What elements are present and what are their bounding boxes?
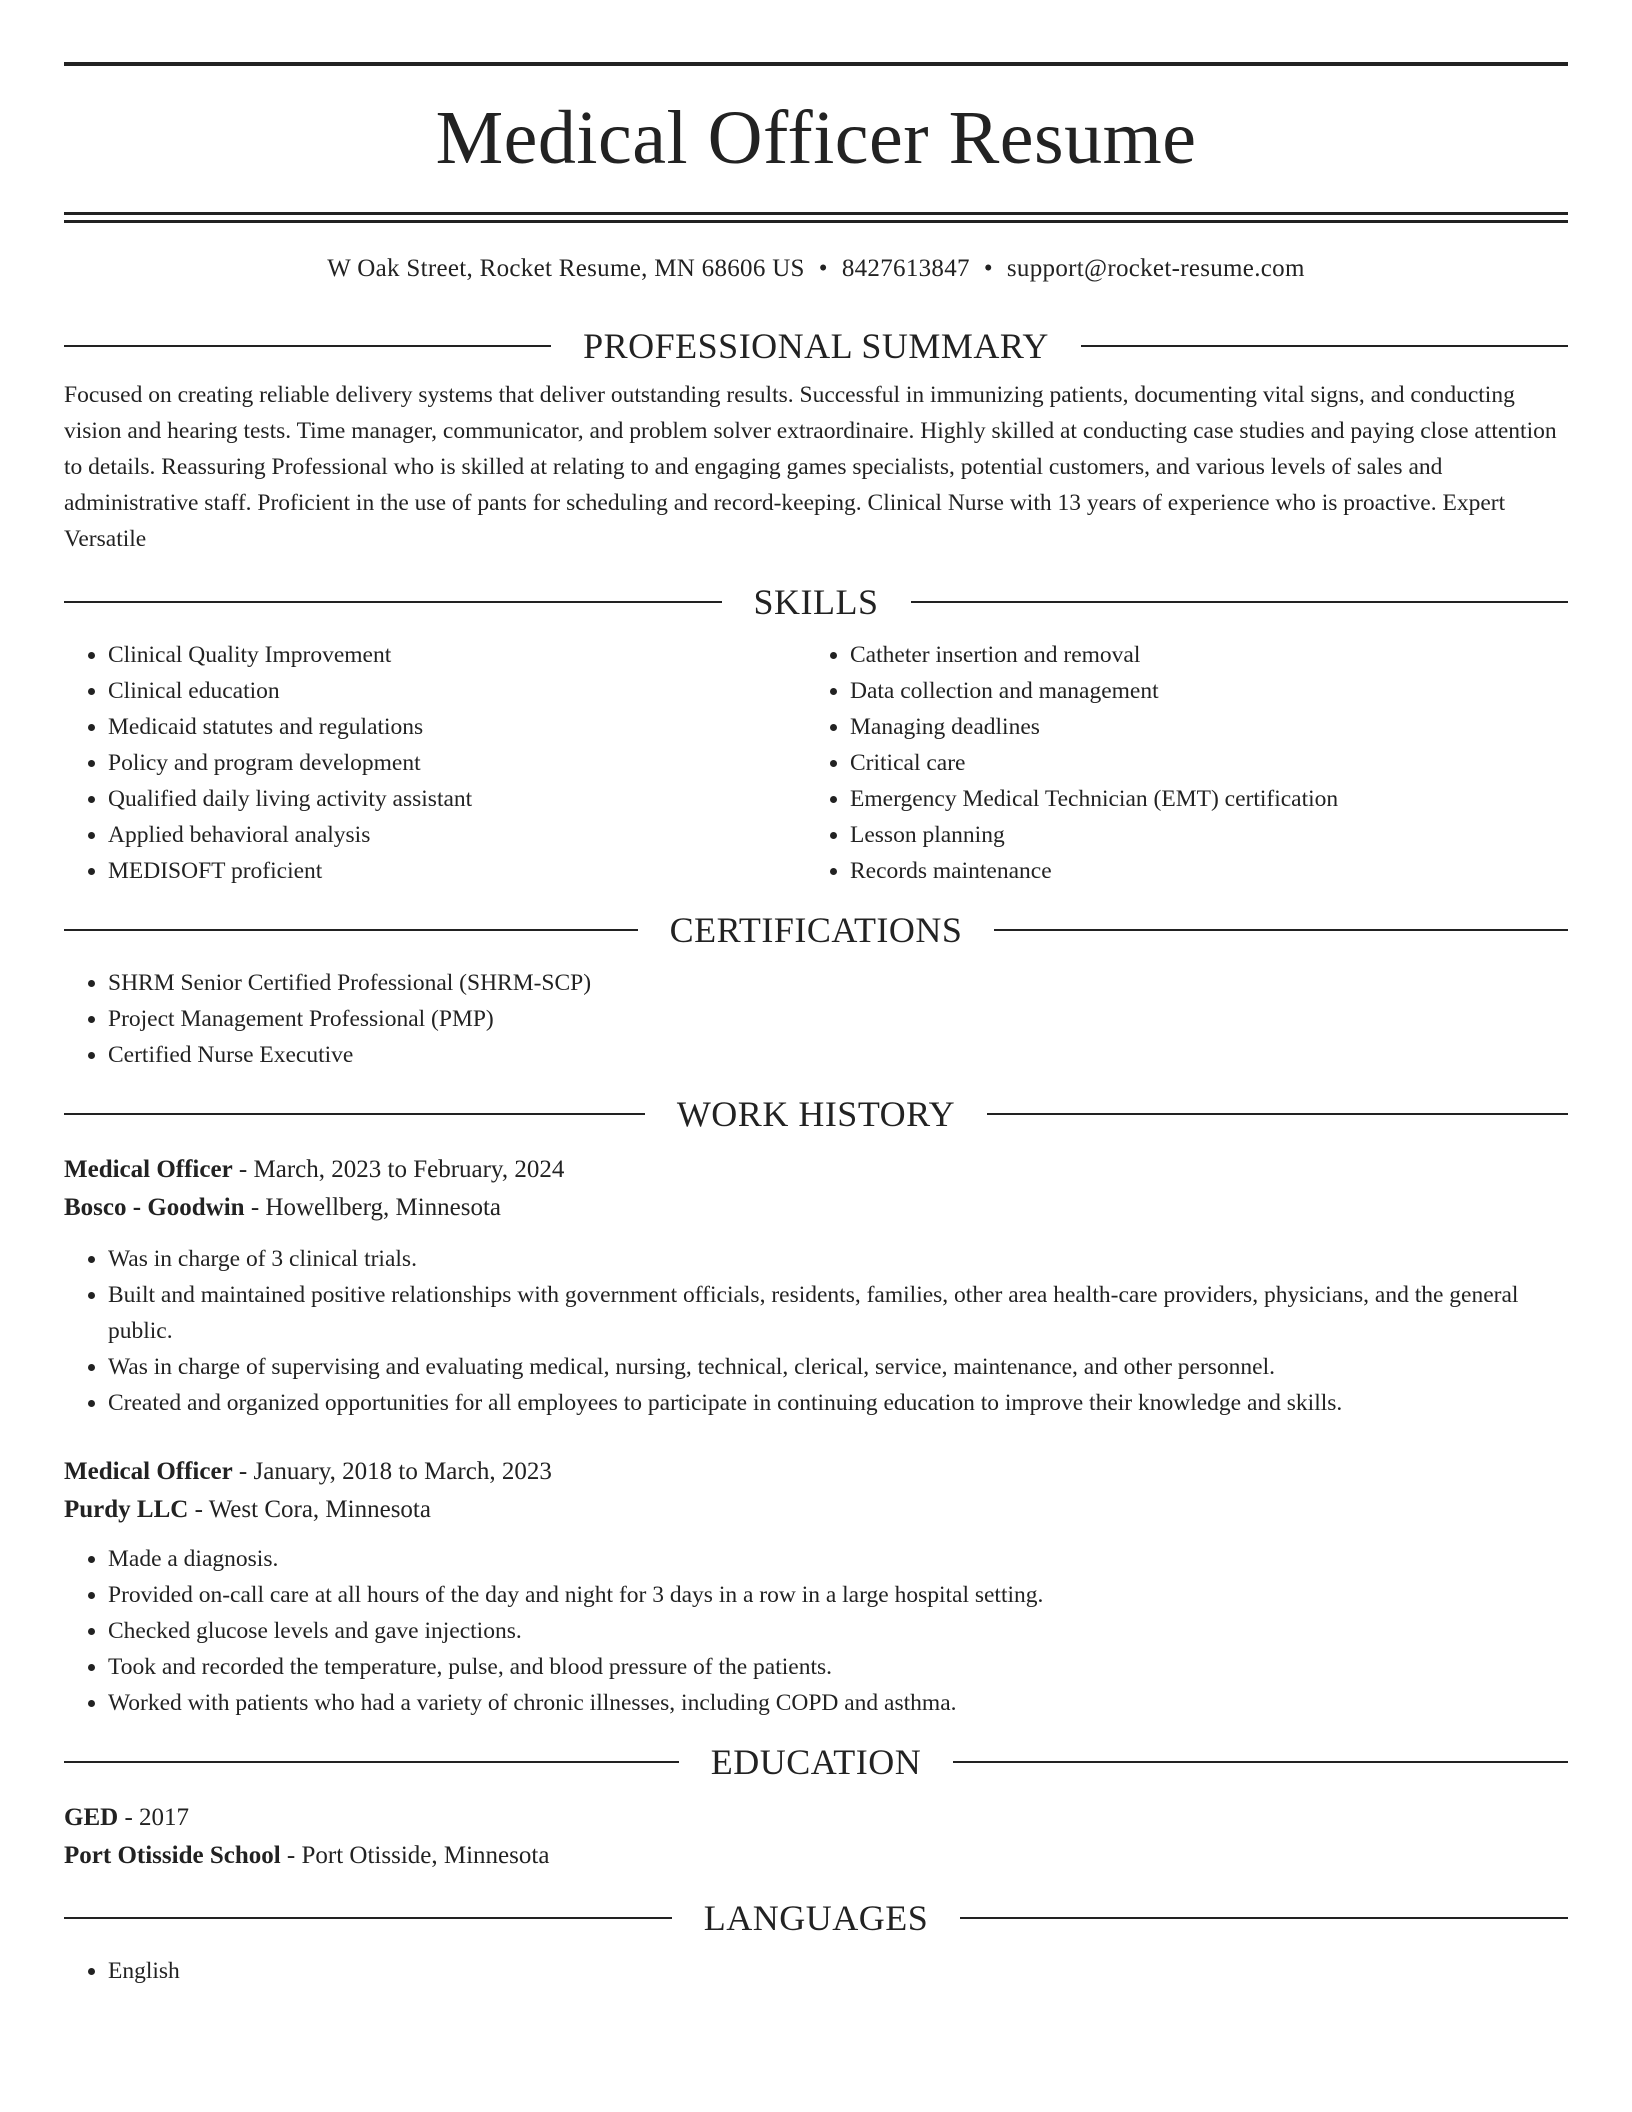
job-dates: - January, 2018 to March, 2023 [232, 1458, 552, 1485]
section-header-skills [64, 579, 1568, 625]
job-entry [64, 1453, 1568, 1721]
section-header-work-history [64, 1091, 1568, 1137]
skills-list [64, 637, 1568, 889]
contact-phone: 8427613847 [841, 255, 970, 282]
resume-title: Medical Officer Resume [435, 96, 1197, 180]
section-header-certifications [64, 907, 1568, 953]
skill-item: • Lesson planning [850, 817, 1548, 853]
contact-separator: • [983, 255, 993, 282]
education-year: - 2017 [118, 1804, 190, 1831]
skill-item: • Records maintenance [850, 853, 1548, 889]
job-bullets [64, 1541, 1568, 1721]
resume-page [64, 62, 1568, 1989]
language-item: • English [108, 1953, 1568, 1989]
job-bullet: • Created and organized opportunities for all employees to participate in continuing education to improve their knowledge and skills. [108, 1385, 1568, 1421]
job-bullet: • Built and maintained positive relationships with government officials, residents, families, other area health-care providers, physicians, and the general public. [108, 1277, 1568, 1349]
skill-item: • Qualified daily living activity assistant [108, 781, 806, 817]
job-location: - Howellberg, Minnesota [244, 1194, 502, 1221]
job-bullet: • Was in charge of 3 clinical trials. [108, 1241, 1568, 1277]
skills-column-right [806, 637, 1548, 889]
section-title-skills: SKILLS [753, 582, 879, 622]
section-title-education: EDUCATION [710, 1742, 922, 1782]
skill-item: • Catheter insertion and removal [850, 637, 1548, 673]
education-location: - Port Otisside, Minnesota [280, 1842, 550, 1869]
certification-item: • SHRM Senior Certified Professional (SHRM-SCP) [108, 965, 1568, 1001]
section-header-languages [64, 1895, 1568, 1941]
certifications-list [64, 965, 1568, 1073]
section-header-summary [64, 323, 1568, 369]
skill-item: • Medicaid statutes and regulations [108, 709, 806, 745]
certification-item: • Certified Nurse Executive [108, 1037, 1568, 1073]
job-company: Purdy LLC [64, 1496, 189, 1523]
job-company: Bosco - Goodwin [64, 1194, 245, 1221]
contact-separator: • [818, 255, 828, 282]
job-location: - West Cora, Minnesota [188, 1496, 431, 1523]
certification-item: • Project Management Professional (PMP) [108, 1001, 1568, 1037]
skill-item: • Policy and program development [108, 745, 806, 781]
skill-item: • MEDISOFT proficient [108, 853, 806, 889]
professional-summary-text: Focused on creating reliable delivery systems that deliver outstanding results. Successful in immunizing patients, documenting vital signs, and conducting vision and hearing tests. Time manager, communicator, and problem solver extraordinaire. Highly skilled at conducting case studies and paying close attention to details. Reassuring Professional who is skilled at relating to and engaging games specialists, potential customers, and various levels of sales and administrative staff. Proficient in the use of pants for scheduling and record-keeping. Clinical Nurse with 13 years of experience who is proactive. Expert Versatile [64, 382, 1557, 552]
job-title: Medical Officer [64, 1156, 233, 1183]
education-degree-line [64, 1799, 1568, 1837]
section-title-work-history: WORK HISTORY [676, 1094, 956, 1134]
skills-column-left [64, 637, 806, 889]
job-company-line [64, 1189, 1568, 1227]
job-title-line [64, 1151, 1568, 1189]
job-entry [64, 1151, 1568, 1421]
job-bullet: • Took and recorded the temperature, pulse, and blood pressure of the patients. [108, 1649, 1568, 1685]
job-title-line [64, 1453, 1568, 1491]
section-header-education [64, 1739, 1568, 1785]
languages-list [64, 1953, 1568, 1989]
education-degree: GED [64, 1804, 119, 1831]
job-dates: - March, 2023 to February, 2024 [232, 1156, 565, 1183]
education-school-line [64, 1837, 1568, 1875]
contact-email: support@rocket-resume.com [1006, 255, 1305, 282]
job-bullet: • Worked with patients who had a variety of chronic illnesses, including COPD and asthma. [108, 1685, 1568, 1721]
skill-item: • Critical care [850, 745, 1548, 781]
job-bullet: • Was in charge of supervising and evaluating medical, nursing, technical, clerical, service, maintenance, and other personnel. [108, 1349, 1568, 1385]
section-title-certifications: CERTIFICATIONS [669, 910, 963, 950]
skill-item: • Data collection and management [850, 673, 1548, 709]
contact-line [64, 251, 1568, 287]
skill-item: • Clinical Quality Improvement [108, 637, 806, 673]
job-bullet: • Made a diagnosis. [108, 1541, 1568, 1577]
job-bullet: • Checked glucose levels and gave injections. [108, 1613, 1568, 1649]
top-rule [64, 62, 1568, 66]
section-title-languages: LANGUAGES [703, 1898, 929, 1938]
skill-item: • Clinical education [108, 673, 806, 709]
job-company-line [64, 1491, 1568, 1529]
section-title-summary: PROFESSIONAL SUMMARY [583, 326, 1049, 366]
contact-address: W Oak Street, Rocket Resume, MN 68606 US [327, 255, 805, 282]
title-double-rule [64, 212, 1568, 223]
education-school: Port Otisside School [64, 1842, 281, 1869]
job-bullet: • Provided on-call care at all hours of the day and night for 3 days in a row in a large hospital setting. [108, 1577, 1568, 1613]
job-title: Medical Officer [64, 1458, 233, 1485]
skill-item: • Applied behavioral analysis [108, 817, 806, 853]
education-entry [64, 1799, 1568, 1875]
job-bullets [64, 1241, 1568, 1421]
skill-item: • Managing deadlines [850, 709, 1548, 745]
skill-item: • Emergency Medical Technician (EMT) certification [850, 781, 1548, 817]
